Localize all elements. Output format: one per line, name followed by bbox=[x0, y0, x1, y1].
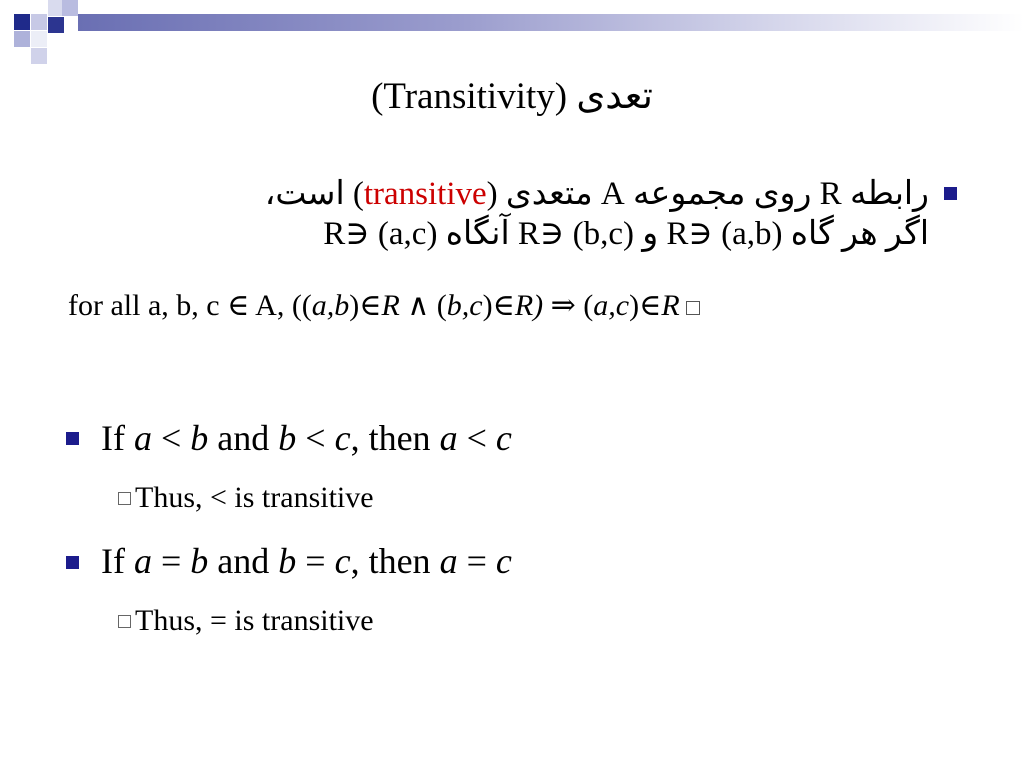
persian-line-1-b: ) است، bbox=[264, 176, 364, 212]
bullet-1: If a < b and b < c, then a < c bbox=[101, 418, 512, 458]
formula-R1: R bbox=[381, 289, 400, 322]
hollow-square-icon bbox=[118, 492, 131, 505]
formula-R2: R) bbox=[514, 289, 544, 322]
formula-prefix: for all a, b, c ∈ A, (( bbox=[68, 289, 312, 322]
sub-bullet-1-text: Thus, < is transitive bbox=[135, 481, 374, 514]
corner-decoration bbox=[0, 0, 80, 70]
formula-bc: b,c bbox=[446, 289, 483, 322]
persian-line-2: اگر هر گاه (a,b) ∈R و (b,c) ∈R آنگاه (a,c) ∈R bbox=[323, 216, 929, 252]
formula-mid3: )∈ bbox=[629, 289, 662, 322]
persian-definition bbox=[265, 174, 929, 254]
formula-mid1: )∈ bbox=[349, 289, 382, 322]
bullet-2: If a = b and b = c, then a = c bbox=[101, 541, 512, 581]
persian-line-1-a: رابطه R روی مجموعه A متعدی ( bbox=[486, 176, 929, 212]
header-gradient-bar bbox=[78, 14, 1024, 31]
persian-line-1 bbox=[265, 174, 929, 214]
box-glyph-icon bbox=[686, 301, 700, 315]
slide-title: (Transitivity) تعدی bbox=[371, 76, 653, 117]
formula-and: ∧ ( bbox=[399, 289, 447, 322]
bullet-square-icon bbox=[66, 432, 79, 445]
transitive-term: transitive bbox=[363, 176, 487, 212]
formula-ab: a,b bbox=[311, 289, 350, 322]
formula-mid2: )∈ bbox=[482, 289, 515, 322]
formula-implies: ⇒ ( bbox=[543, 289, 594, 322]
formula-R3: R bbox=[661, 289, 680, 322]
transitivity-formula bbox=[68, 286, 700, 326]
formula-ac: a,c bbox=[593, 289, 630, 322]
hollow-square-icon bbox=[118, 615, 131, 628]
bullet-square-icon bbox=[66, 556, 79, 569]
sub-bullet-2-text: Thus, = is transitive bbox=[135, 604, 374, 637]
sub-bullet-1 bbox=[118, 480, 374, 516]
bullet-square-icon bbox=[944, 187, 957, 200]
sub-bullet-2 bbox=[118, 603, 374, 639]
